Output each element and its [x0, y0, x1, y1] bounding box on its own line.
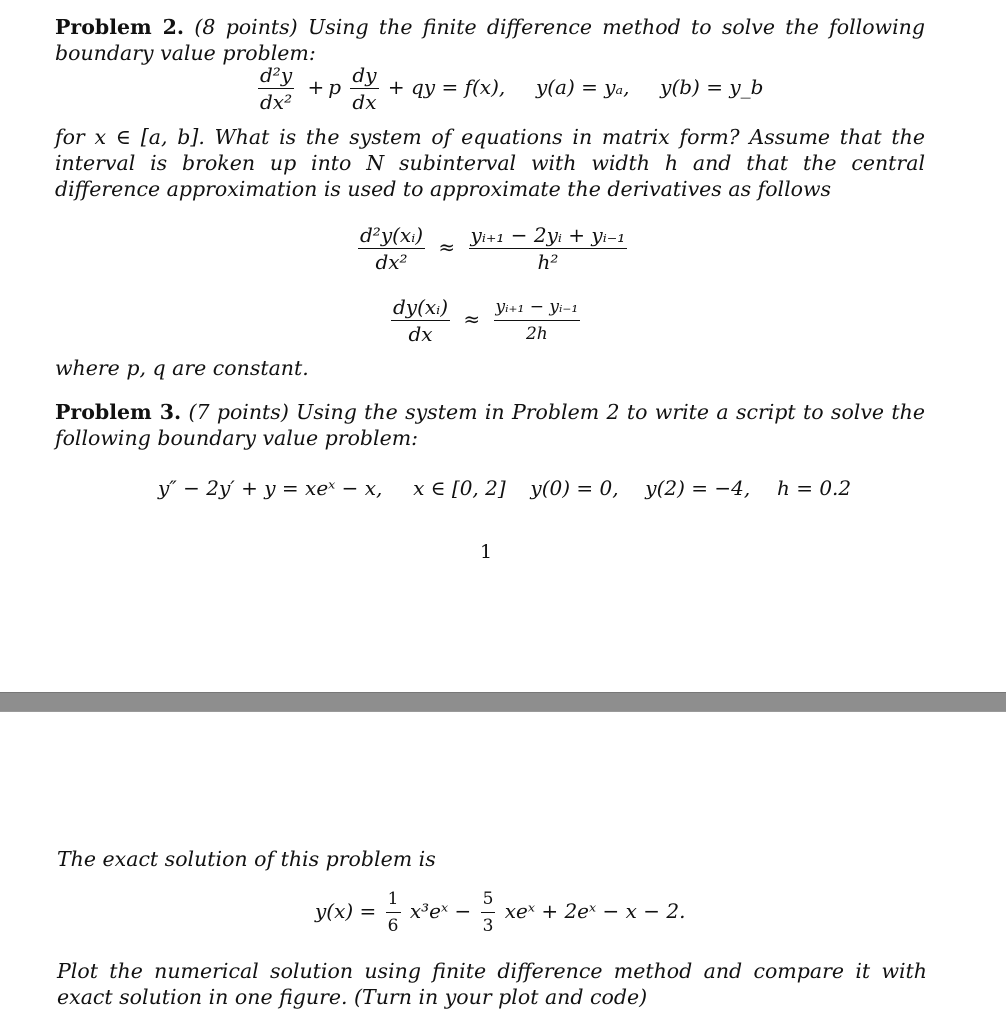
frac-num: 5	[481, 888, 496, 913]
approx-sign: ≈	[438, 235, 456, 259]
frac-den: h²	[537, 250, 559, 274]
problem-2-intro	[55, 14, 925, 66]
frac-num: d²y	[260, 63, 293, 87]
frac-num: dy(xᵢ)	[393, 295, 449, 319]
page-number: 1	[480, 541, 493, 563]
problem-2-heading: Problem 2.	[55, 15, 185, 39]
d2y-dx2-fraction	[258, 64, 294, 113]
boundary-condition-0: y(0) = 0,	[530, 476, 619, 500]
frac-num: d²y(xᵢ)	[360, 223, 424, 247]
exact-solution-formula	[315, 888, 685, 937]
ode: y″ − 2y′ + y = xeˣ − x,	[158, 476, 383, 500]
frac-den: dx²	[260, 90, 293, 114]
frac-num: dy	[352, 63, 377, 87]
boundary-condition-a: y(a) = yₐ,	[535, 75, 630, 99]
boundary-condition-2: y(2) = −4,	[645, 476, 751, 500]
problem-2-ode: $\frac{\text{d²y}}{\text{dx²}}$ + p $\frac{dy}{dx}$ + qy = f(x), y(a) = yₐ, y(b) = y_b	[260, 63, 764, 114]
lhs: y(x) =	[315, 899, 377, 923]
problem-2-body: for x ∈ [a, b]. What is the system of equations in matrix form? Assume that the interval is broken up into N subinterval with width h and that the central difference approximation is used to approximate the derivatives as follows	[55, 125, 925, 201]
step-size: h = 0.2	[776, 476, 852, 500]
boundary-condition-b: y(b) = y_b	[660, 75, 764, 99]
frac-den: dx	[408, 322, 433, 346]
problem-3-heading: Problem 3.	[55, 400, 182, 424]
frac-num: 1	[386, 888, 401, 913]
domain: x ∈ [0, 2]	[413, 476, 506, 500]
constants-note: where p, q are constant.	[55, 356, 309, 380]
problem-2-intro-text: (8 points) Using the finite difference method to solve the following boundary value problem:	[55, 15, 925, 65]
term-2: xeˣ + 2eˣ − x − 2.	[504, 899, 686, 923]
first-derivative-approximation	[388, 296, 583, 345]
problem-3-ode	[158, 476, 851, 500]
page-divider	[0, 692, 1006, 712]
frac-den: dx	[352, 90, 377, 114]
approx-sign: ≈	[463, 307, 481, 331]
frac-den: 2h	[525, 324, 548, 344]
frac-den: dx²	[375, 250, 408, 274]
frac-num: yᵢ₊₁ − yᵢ₋₁	[494, 296, 581, 321]
problem-3-intro-text: (7 points) Using the system in Problem 2 to write a script to solve the following boundary value problem:	[55, 400, 925, 450]
ode-rest: + qy = f(x),	[387, 75, 506, 99]
term-1: x³eˣ −	[409, 899, 472, 923]
closing-instructions: Plot the numerical solution using finite difference method and compare it with exact solution in one figure. (Turn in your plot and code)	[57, 959, 927, 1009]
problem-3-intro	[55, 399, 925, 451]
dy-dx-fraction	[350, 64, 378, 113]
frac-den: 3	[482, 916, 494, 936]
frac-den: 6	[387, 916, 399, 936]
frac-num: yᵢ₊₁ − 2yᵢ + yᵢ₋₁	[470, 223, 626, 247]
second-derivative-approximation	[355, 224, 630, 273]
exact-solution-intro: The exact solution of this problem is	[57, 847, 436, 871]
